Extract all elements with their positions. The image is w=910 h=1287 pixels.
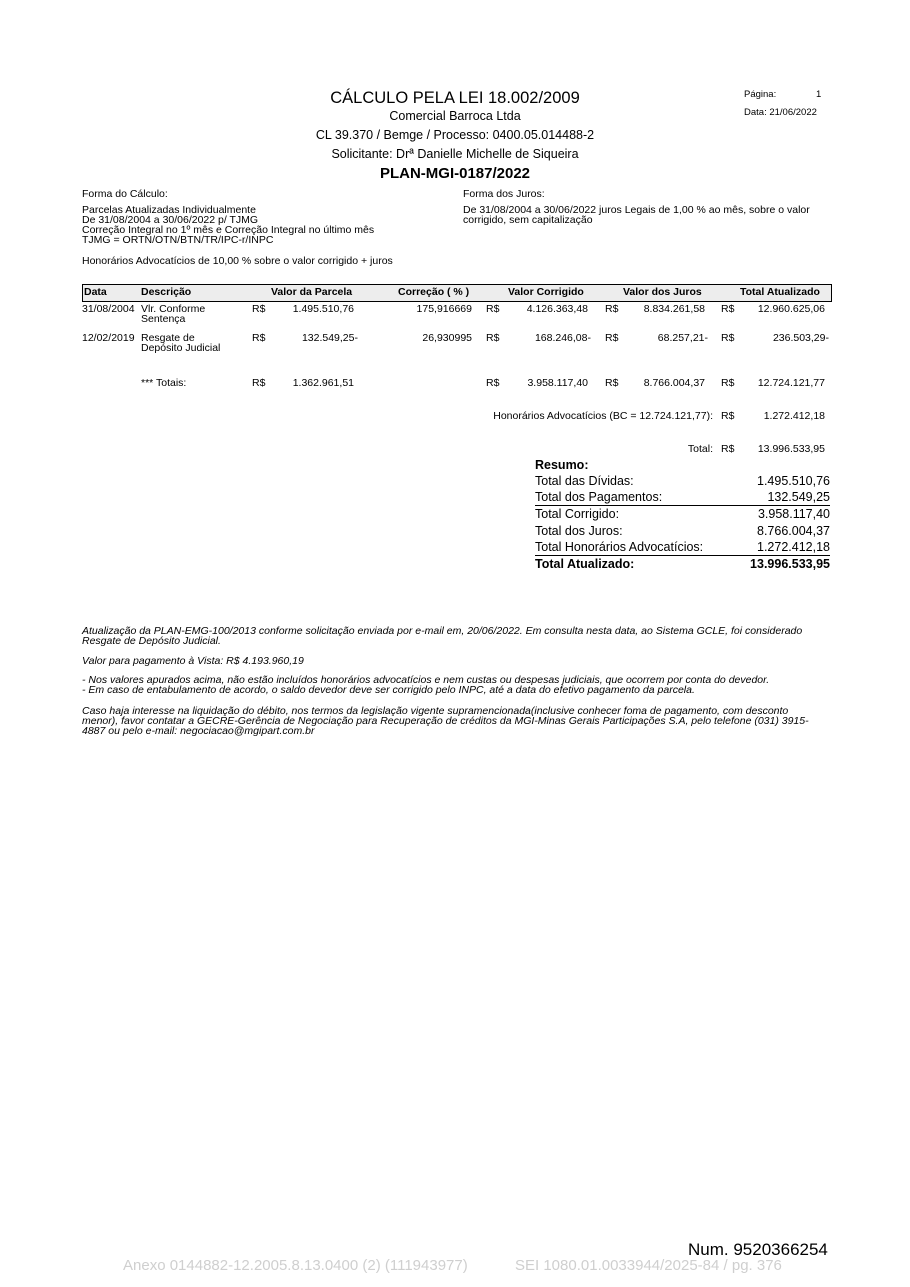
col-interest-value: Valor dos Juros bbox=[623, 286, 702, 298]
row-interest: 68.257,21- bbox=[657, 332, 708, 344]
summary-divider bbox=[535, 555, 830, 556]
row-date: 31/08/2004 bbox=[82, 303, 135, 315]
col-total-updated: Total Atualizado bbox=[740, 286, 820, 298]
calc-form-line: De 31/08/2004 a 30/06/2022 p/ TJMG bbox=[82, 214, 259, 226]
summary-total-value: 13.996.533,95 bbox=[750, 557, 830, 571]
row-corrected: 168.246,08- bbox=[534, 332, 591, 344]
document-number: Num. 9520366254 bbox=[688, 1240, 828, 1259]
page-number: 1 bbox=[816, 89, 822, 100]
summary-value: 132.549,25 bbox=[767, 490, 830, 504]
table-header bbox=[82, 284, 832, 302]
currency-symbol: R$ bbox=[486, 303, 500, 315]
row-correction: 175,916669 bbox=[416, 303, 472, 315]
summary-label: Total Honorários Advocatícios: bbox=[535, 540, 704, 554]
totals-interest: 8.766.004,37 bbox=[643, 377, 705, 389]
grand-total-value: 13.996.533,95 bbox=[757, 443, 825, 455]
row-parcel: 132.549,25- bbox=[301, 332, 358, 344]
col-date: Data bbox=[84, 286, 107, 298]
row-desc-line1: Resgate de bbox=[141, 332, 195, 344]
currency-symbol: R$ bbox=[605, 332, 619, 344]
interest-form-text: De 31/08/2004 a 30/06/2022 juros Legais de 1,00 % ao mês, sobre o valor corrigido, sem capitalização bbox=[463, 204, 810, 226]
fees-value: 1.272.412,18 bbox=[763, 410, 825, 422]
currency-symbol: R$ bbox=[605, 303, 619, 315]
totals-corrected: 3.958.117,40 bbox=[527, 377, 588, 389]
document-date: Data: 21/06/2022 bbox=[744, 107, 817, 118]
summary-value: 8.766.004,37 bbox=[757, 524, 830, 538]
currency-symbol: R$ bbox=[605, 377, 619, 389]
calc-form-line: Parcelas Atualizadas Individualmente bbox=[82, 204, 256, 216]
fees-note: Honorários Advocatícios de 10,00 % sobre o valor corrigido + juros bbox=[82, 255, 393, 267]
row-desc-line2: Depósito Judicial bbox=[141, 342, 221, 354]
currency-symbol: R$ bbox=[252, 332, 266, 344]
contact-note: Caso haja interesse na liquidação do débito, nos termos da legislação vigente supramencionada(inclusive conhecer foma de pagamento, com desconto menor), favor contatar a GECRE-Gerência de Negociação para Recuperação de créditos da MGI-Minas Gerais Participações S.A, pelo telefone (031) 3915-4887 ou pelo e-mail: negociacao@mgipart.com.br bbox=[82, 705, 809, 737]
currency-symbol: R$ bbox=[721, 303, 735, 315]
disclaimer-note: - Nos valores apurados acima, não estão incluídos honorários advocatícios e nem custas ou despesas judiciais, que ocorrem por conta do devedor. bbox=[82, 674, 770, 686]
summary-value: 3.958.117,40 bbox=[757, 507, 830, 521]
summary-value: 1.495.510,76 bbox=[757, 474, 830, 488]
col-corrected-value: Valor Corrigido bbox=[508, 286, 584, 298]
currency-symbol: R$ bbox=[252, 377, 266, 389]
annex-reference: Anexo 0144882-12.2005.8.13.0400 (2) (111943977) bbox=[123, 1257, 468, 1274]
payment-note: Valor para pagamento à Vista: R$ 4.193.960,19 bbox=[82, 655, 304, 667]
summary-label: Total Corrigido: bbox=[535, 507, 620, 521]
summary-total-label: Total Atualizado: bbox=[535, 557, 635, 571]
page-label: Página: bbox=[744, 89, 777, 100]
currency-symbol: R$ bbox=[721, 410, 735, 422]
calc-form-label: Forma do Cálculo: bbox=[82, 188, 168, 200]
row-desc-line2: Sentença bbox=[141, 313, 186, 325]
col-correction: Correção ( % ) bbox=[398, 286, 470, 298]
currency-symbol: R$ bbox=[721, 377, 735, 389]
currency-symbol: R$ bbox=[721, 443, 735, 455]
totals-label: *** Totais: bbox=[141, 377, 187, 389]
row-total: 236.503,29- bbox=[772, 332, 829, 344]
row-corrected: 4.126.363,48 bbox=[526, 303, 588, 315]
currency-symbol: R$ bbox=[252, 303, 266, 315]
calc-form-details bbox=[82, 205, 374, 245]
summary-divider bbox=[535, 505, 830, 506]
calc-form-line: Correção Integral no 1º mês e Correção Integral no último mês bbox=[82, 224, 375, 236]
calc-form-line: TJMG = ORTN/OTN/BTN/TR/IPC-r/INPC bbox=[82, 234, 274, 246]
currency-symbol: R$ bbox=[486, 377, 500, 389]
document-title: CÁLCULO PELA LEI 18.002/2009 bbox=[330, 89, 580, 107]
summary-label: Total dos Juros: bbox=[535, 524, 623, 538]
totals-total: 12.724.121,77 bbox=[757, 377, 825, 389]
company-name: Comercial Barroca Ltda bbox=[389, 109, 521, 123]
summary-value: 1.272.412,18 bbox=[757, 540, 830, 554]
row-total: 12.960.625,06 bbox=[757, 303, 825, 315]
requester-line: Solicitante: Drª Danielle Michelle de Siqueira bbox=[331, 147, 579, 161]
row-parcel: 1.495.510,76 bbox=[292, 303, 354, 315]
col-description: Descrição bbox=[141, 286, 192, 298]
row-desc-line1: Vlr. Conforme bbox=[141, 303, 206, 315]
fees-label: Honorários Advocatícios (BC = 12.724.121,77): bbox=[493, 410, 713, 422]
grand-total-label: Total: bbox=[687, 443, 713, 455]
process-line: CL 39.370 / Bemge / Processo: 0400.05.014488-2 bbox=[315, 128, 595, 142]
row-correction: 26,930995 bbox=[422, 332, 472, 344]
interest-form-label: Forma dos Juros: bbox=[463, 188, 545, 200]
disclaimer-note: - Em caso de entabulamento de acordo, o saldo devedor deve ser corrigido pelo INPC, até a data do efetivo pagamento da parcela. bbox=[82, 684, 695, 696]
currency-symbol: R$ bbox=[721, 332, 735, 344]
summary-title: Resumo: bbox=[535, 458, 589, 472]
summary-label: Total dos Pagamentos: bbox=[535, 490, 663, 504]
totals-parcel: 1.362.961,51 bbox=[292, 377, 354, 389]
sei-reference: SEI 1080.01.0033944/2025-84 / pg. 376 bbox=[515, 1257, 782, 1274]
row-date: 12/02/2019 bbox=[82, 332, 135, 344]
row-interest: 8.834.261,58 bbox=[643, 303, 705, 315]
update-note: Atualização da PLAN-EMG-100/2013 conforme solicitação enviada por e-mail em, 20/06/2022. Em consulta nesta data, ao Sistema GCLE, foi considerado Resgate de Depósito Judicial. bbox=[82, 625, 803, 647]
currency-symbol: R$ bbox=[486, 332, 500, 344]
col-parcel-value: Valor da Parcela bbox=[271, 286, 353, 298]
plan-code: PLAN-MGI-0187/2022 bbox=[379, 165, 531, 182]
summary-label: Total das Dívidas: bbox=[535, 474, 634, 488]
